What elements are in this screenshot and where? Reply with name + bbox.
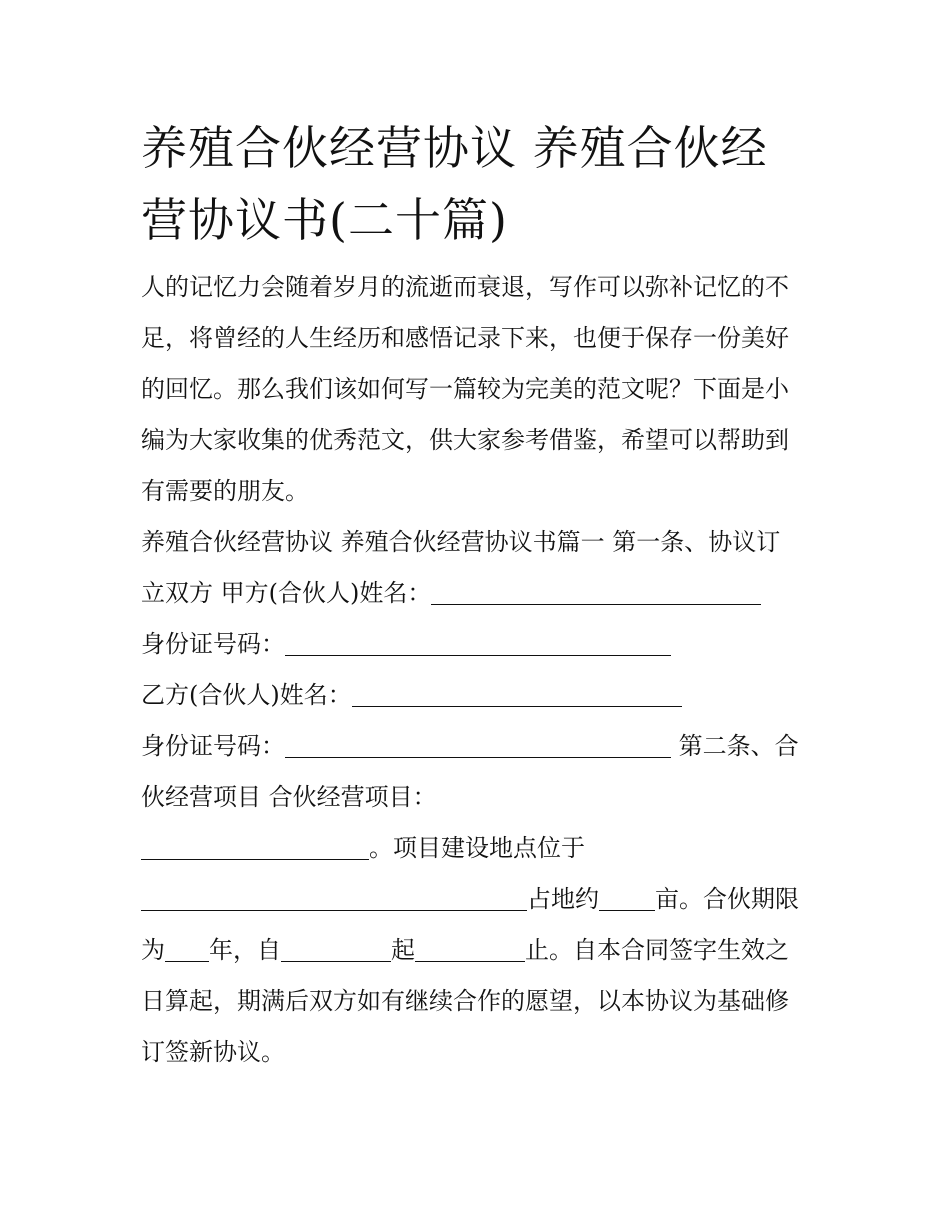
term-label: 亩。合伙期限 [655,885,799,913]
title-line-2: 营协议书(二十篇) [141,193,508,247]
end-date-blank[interactable] [415,935,525,962]
party-a-id-line [141,619,816,670]
project-location-blank[interactable] [141,884,527,911]
body-text: 订签新协议。 [141,1038,285,1066]
document-page [141,112,816,1078]
party-b-id-blank[interactable] [285,731,671,758]
location-line [141,874,816,925]
title-line-1: 养殖合伙经营协议 养殖合伙经 [141,121,768,175]
party-b-id-label: 身份证号码： [141,732,285,760]
party-a-id-label: 身份证号码： [141,630,285,658]
intro-line: 编为大家收集的优秀范文，供大家参考借鉴，希望可以帮助到 [141,426,789,454]
body-line [141,1027,816,1078]
project-blank-line [141,823,816,874]
article-2-heading: 第二条、合 [671,732,799,760]
project-name-blank[interactable] [141,833,369,860]
effective-text: 止。自本合同签字生效之 [525,936,789,964]
document-title [141,112,816,256]
project-label: 伙经营项目 合伙经营项目： [141,783,437,811]
to-label: 起 [391,936,415,964]
area-blank[interactable] [599,884,655,911]
area-label: 占地约 [527,885,599,913]
term-prefix: 为 [141,936,165,964]
party-b-name-blank[interactable] [352,680,682,707]
start-date-blank[interactable] [281,935,391,962]
project-line [141,772,816,823]
intro-line: 人的记忆力会随着岁月的流逝而衰退，写作可以弥补记忆的不 [141,273,789,301]
party-b-id-line [141,721,816,772]
intro-paragraph [141,262,816,517]
body-text: 日算起，期满后双方如有继续合作的愿望，以本协议为基础修 [141,987,789,1015]
body-text: 养殖合伙经营协议 养殖合伙经营协议书篇一 第一条、协议订 [141,528,781,556]
party-a-name-line [141,568,816,619]
party-a-id-blank[interactable] [285,629,671,656]
from-label: 年，自 [209,936,281,964]
intro-line: 有需要的朋友。 [141,477,309,505]
party-b-name-line [141,670,816,721]
party-a-name-blank[interactable] [431,578,761,605]
term-line [141,925,816,976]
agreement-body [141,517,816,1078]
intro-line: 的回忆。那么我们该如何写一篇较为完美的范文呢？下面是小 [141,375,789,403]
project-location-label: 。项目建设地点位于 [369,834,585,862]
party-b-name-label: 乙方(合伙人)姓名： [141,681,352,709]
body-line [141,976,816,1027]
intro-line: 足，将曾经的人生经历和感悟记录下来，也便于保存一份美好 [141,324,789,352]
years-blank[interactable] [165,935,209,962]
body-line [141,517,816,568]
party-a-name-label: 立双方 甲方(合伙人)姓名： [141,579,432,607]
